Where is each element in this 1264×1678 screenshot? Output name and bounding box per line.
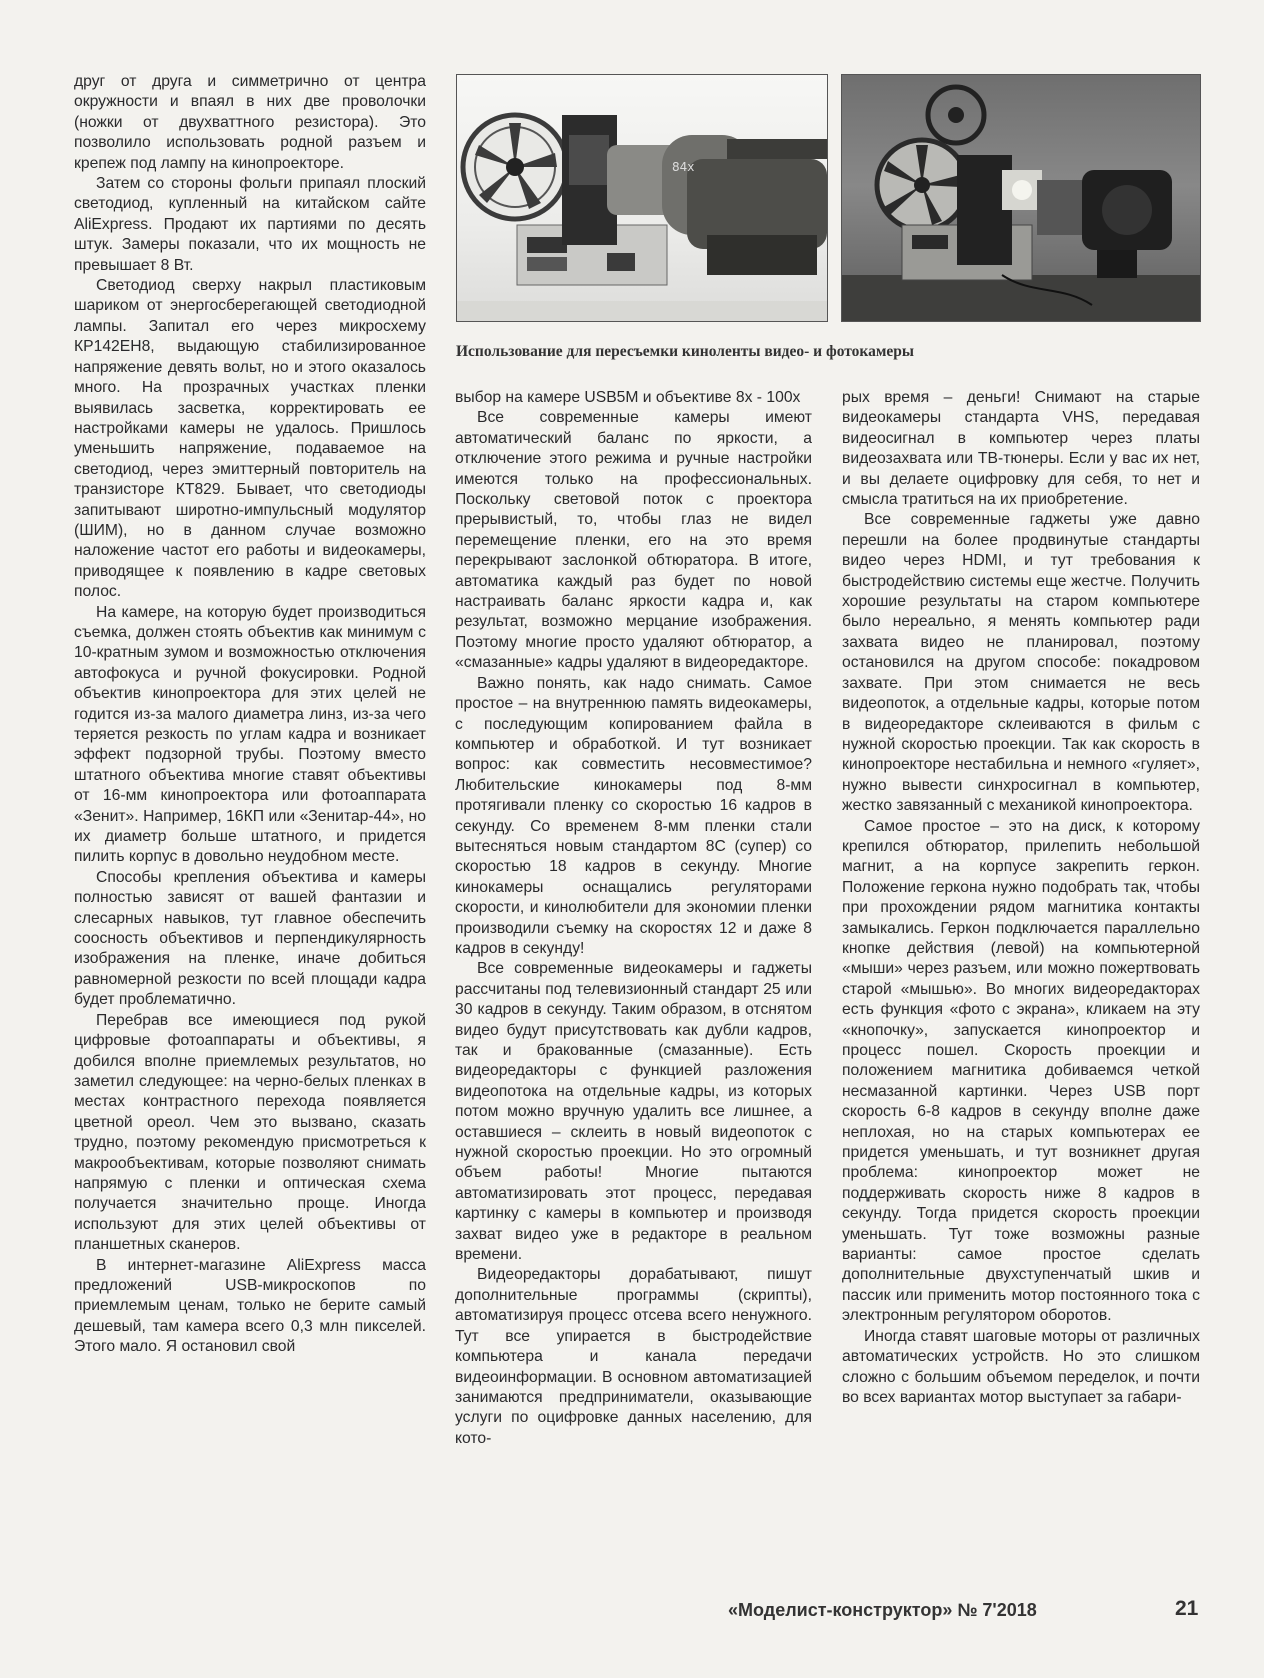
projector-photocamera-illustration xyxy=(842,75,1200,321)
paragraph: Видеоредакторы дорабатывают, пишут дополнительные программы (скрипты), автоматизируя процесс отсева всего ненужного. Тут все упирается в быстродействие компьютера и канала передачи видеоинформации. В основном автоматизацией занимаются предприниматели, оказывающие услуги по оцифровке данных населению, для кото- xyxy=(455,1266,812,1447)
paragraph: В интернет-магазине AliExpress масса предложений USB-микроскопов по приемлемым ценам, только не берите самый дешевый, там камера всего 0,3 млн пикселей. Этого мало. Я остановил свой xyxy=(74,1256,426,1356)
text-column-2 xyxy=(455,388,812,1449)
lens-label: 84x xyxy=(672,160,695,174)
text-column-3 xyxy=(842,388,1200,1408)
page-number: 21 xyxy=(1175,1597,1199,1620)
paragraph: Перебрав все имеющиеся под рукой цифровые фотоаппараты и объективы, я добился вполне приемлемых результатов, но заметил следующее: на черно-белых пленках в местах контрастного перехода появляется цветной ореол. Чем это вызвано, сказать трудно, поэтому рекомендую присмотреться к макрообъективам, которые позволяют снимать напрямую с пленки и оптическая схема получается значительно проще. Иногда используют для этих целей объективы от планшетных сканеров. xyxy=(74,1011,426,1254)
paragraph: Самое простое – это на диск, к которому крепился обтюратор, прилепить небольшой магнит, а на корпусе закрепить геркон. Положение геркона нужно подобрать так, чтобы при прохождении рядом магнитика контакты замыкались. Геркон подключается параллельно кнопке действия (левой) на компьютерной «мыши» через разъем, или можно пожертвовать старой «мышью». Во многих видеоредакторах есть функция «фото с экрана», кликаем на эту «кнопочку», запускается кинопроектор и процесс пошел. Скорость проекции и положением магнитика добиваемся четкой несмазанной картинки. Через USB порт скорость 6-8 кадров в секунду вполне даже неплохая, но на старых компьютерах ее придется уменьшать, и тут возникнет другая проблема: кинопроектор может не поддерживать скорость ниже 8 кадров в секунду. Тогда придется скорость проекции уменьшать. Тут тоже возможны разные варианты: самое простое сделать дополнительные двухступенчатый шкив и пассик или применить мотор постоянного тока с электронным регулятором оборотов. xyxy=(842,817,1200,1325)
paragraph: Способы крепления объектива и камеры полностью зависят от вашей фантазии и слесарных навыков, тут главное обеспечить соосность объективов и перпендикулярность изображения на пленке, иначе добиться равномерной резкости по всей площади кадра будет проблематично. xyxy=(74,868,426,1009)
paragraph: Важно понять, как надо снимать. Самое простое – на внутреннюю память видеокамеры, с последующим копированием файла в компьютер и обработкой. И тут возникает вопрос: как совместить несовместимое? Любительские кинокамеры под 8-мм протягивали пленку со скоростью 16 кадров в секунду. Со временем 8-мм пленки стали вытесняться новым стандартом 8С (супер) со скоростью 18 кадров в секунду. Многие кинокамеры оснащались регуляторами скорости, и кинолюбители для экономии пленки производили съемку на скоростях 12 и даже 8 кадров в секунду! xyxy=(455,674,812,957)
figure-caption: Использование для пересъемки киноленты видео- и фотокамеры xyxy=(456,343,915,360)
photo-projector-with-photocamera xyxy=(841,74,1201,322)
paragraph: Все современные гаджеты уже давно перешли на более продвинутые стандарты видео через HDMI, и тут требования к быстродействию системы еще жестче. Получить хорошие результаты на старом компьютере было нереально, я менять компьютер ради захвата видео не планировал, поэтому остановился на другом способе: покадровом захвате. При этом снимается не весь видеопоток, а отдельные кадры, которые потом в видеоредакторе склеиваются в фильм с нужной скоростью проекции. Так как скорость в кинопроекторе нестабильна и немного «гуляет», нужно вывести синхросигнал в компьютер, жестко завязанный с механикой кинопроектора. xyxy=(842,511,1200,815)
paragraph: На камере, на которую будет производиться съемка, должен стоять объектив как минимум с 10-кратным зумом и возможностью отключения автофокуса и ручной фокусировки. Родной объектив кинопроектора для этих целей не годится из-за малого диаметра линз, из-за чего теряется резкость по углам кадра и возникает эффект подзорной трубы. Поэтому вместо штатного объектива многие ставят объективы от 16-мм кинопроектора или фотоаппарата «Зенит». Например, 16КП или «Зенитар-44», но их диаметр больше штатного, и придется пилить корпус в довольно неудобном месте. xyxy=(74,603,426,866)
paragraph: друг от друга и симметрично от центра окружности и впаял в них две проволочки (ножки от двухваттного резистора). Это позволило использовать родной разъем и крепеж под лампу на кинопроекторе. xyxy=(74,73,426,172)
paragraph: Все современные камеры имеют автоматический баланс по яркости, а отключение этого режима и ручные настройки имеются только на профессиональных. Поскольку световой поток с проектора прерывистый, то, чтобы глаз не видел перемещение пленки, его на это время перекрывают заслонкой обтюратора. В итоге, автоматика каждый раз будет по новой настраивать баланс яркости кадра и, как результат, возможно мерцание изображения. Поэтому многие просто удаляют обтюратор, а «смазанные» кадры удаляют в видеоредакторе. xyxy=(455,409,812,672)
paragraph: Светодиод сверху накрыл пластиковым шариком от энергосберегающей светодиодной лампы. Запитал его через микросхему КР142ЕН8, выдающую стабилизированное напряжение девять вольт, но и этого оказалось много. На прозрачных участках пленки выявилась засветка, корректировать ее настройками камеры не удалось. Пришлось уменьшить напряжение, подаваемое на светодиод, через эмиттерный повторитель на транзисторе КТ829. Бывает, что светодиоды запитывают широтно-импульсный модулятор (ШИМ), но в данном случае возможно наложение частот его работы и видеокамеры, приводящее к появлению в кадре световых полос. xyxy=(74,277,426,601)
text-column-1 xyxy=(74,72,426,1358)
paragraph: Все современные видеокамеры и гаджеты рассчитаны под телевизионный стандарт 25 или 30 кадров в секунду. Таким образом, в отснятом видео будут присутствовать как дубли кадров, так и бракованные (смазанные). Есть видеоредакторы с функцией разложения видеопотока на отдельные кадры, из которых потом можно вручную удалить все лишнее, а оставшиеся – склеить в новый видеопоток с нужной скоростью проекции. Но это огромный объем работы! Многие пытаются автоматизировать этот процесс, передавая картинку с камеры в компьютер и производя захват видео уже в редакторе в реальном времени. xyxy=(455,960,812,1264)
paragraph: Иногда ставят шаговые моторы от различных автоматических устройств. Но это слишком сложно с большим объемом переделок, и почти во всех вариантах мотор выступает за габари- xyxy=(842,1327,1200,1406)
paragraph: рых время – деньги! Снимают на старые видеокамеры стандарта VHS, передавая видеосигнал в компьютер через платы видеозахвата или ТВ-тюнеры. Если у вас их нет, и вы делаете оцифровку для себя, то нет и смысла тратиться на их приобретение. xyxy=(842,389,1200,509)
paragraph: выбор на камере USB5M и объективе 8x - 100x xyxy=(455,389,801,406)
magazine-footer: «Моделист-конструктор» № 7'2018 xyxy=(728,1600,1037,1620)
projector-videocamera-illustration xyxy=(457,75,827,321)
paragraph: Затем со стороны фольги припаял плоский светодиод, купленный на китайском сайте AliExpress. Продают их партиями по десять штук. Замеры показали, что их мощность не превышает 8 Вт. xyxy=(74,175,426,274)
photo-projector-with-videocamera xyxy=(456,74,828,322)
